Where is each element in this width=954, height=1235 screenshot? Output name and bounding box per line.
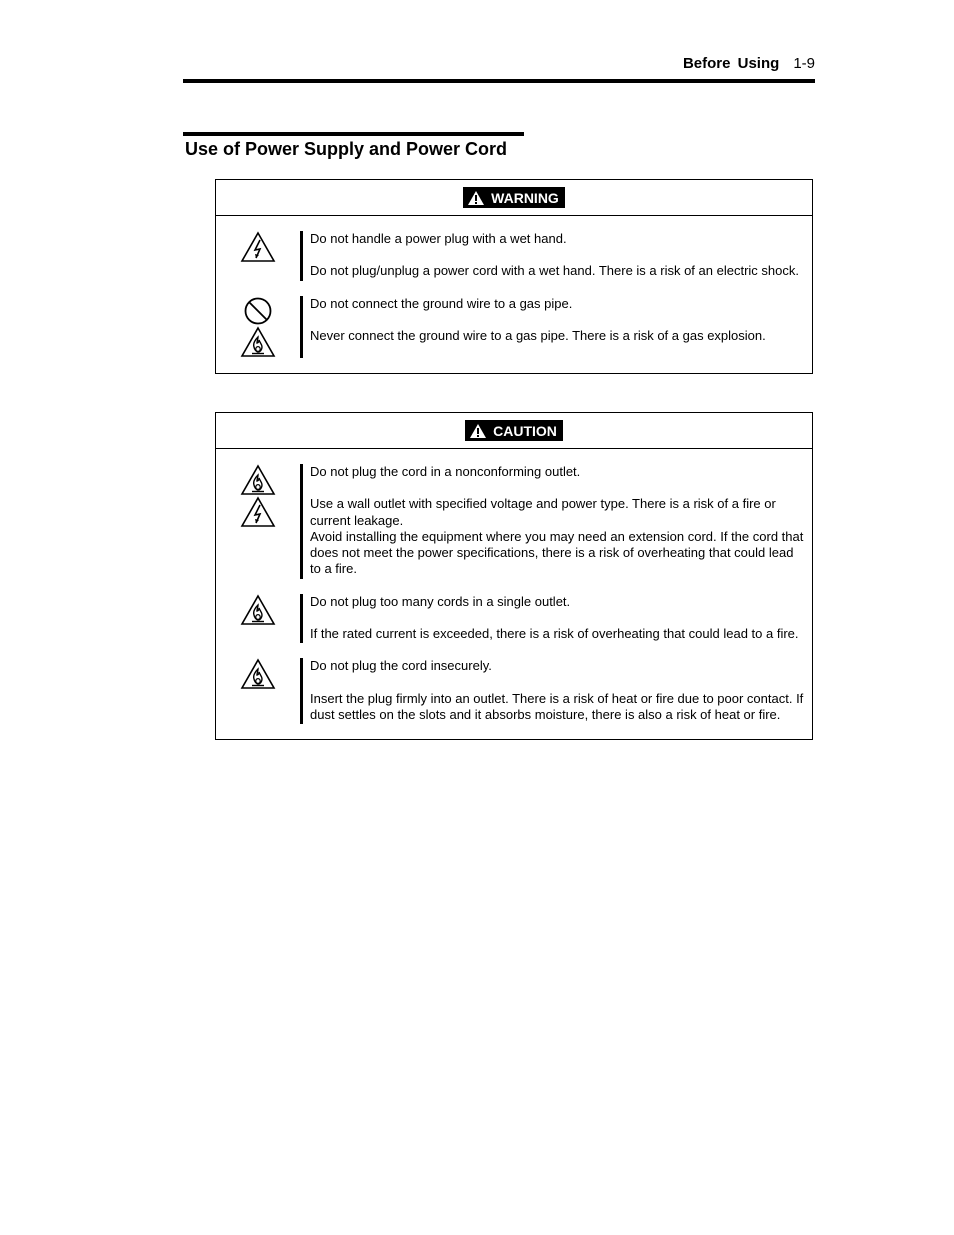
item-heading: Do not plug too many cords in a single outlet. <box>310 593 571 609</box>
prohibited-icon <box>243 296 273 326</box>
page-number: 1-9 <box>793 55 815 72</box>
caution-header <box>216 413 812 449</box>
fire-icon <box>240 658 276 690</box>
caution-item <box>216 658 812 724</box>
warning-item <box>216 296 812 358</box>
item-heading: Do not connect the ground wire to a gas pipe. <box>310 295 573 311</box>
page-header <box>183 55 815 75</box>
item-body: Never connect the ground wire to a gas pipe. There is a risk of a gas explosion. <box>310 327 766 343</box>
item-heading: Do not plug the cord in a nonconforming outlet. <box>310 464 581 479</box>
warning-label: WARNING <box>491 189 559 206</box>
warning-box <box>215 179 813 374</box>
item-heading: Do not handle a power plug with a wet hand. <box>310 231 567 246</box>
caution-label: CAUTION <box>493 422 557 439</box>
title-rule <box>183 132 524 136</box>
section-name: Before Using <box>682 55 780 72</box>
alert-triangle-icon <box>467 190 485 206</box>
fire-icon <box>240 464 276 496</box>
caution-badge <box>465 420 563 441</box>
fire-icon <box>240 594 276 626</box>
item-body: Avoid installing the equipment where you may need an extension cord. If the cord that does not meet the power specifications, there is a risk of overheating that could lead to a fire. <box>310 528 804 577</box>
alert-triangle-icon <box>469 423 487 439</box>
warning-header <box>216 180 812 216</box>
warning-badge <box>463 187 565 208</box>
item-body: If the rated current is exceeded, there is a risk of overheating that could lead to a fire. <box>310 626 799 642</box>
header-rule <box>183 79 815 83</box>
page-title: Use of Power Supply and Power Cord <box>185 139 508 159</box>
item-body: Insert the plug firmly into an outlet. There is a risk of heat or fire due to poor contact. If dust settles on the slots and it absorbs moisture, there is also a risk of heat or fire. <box>310 690 804 722</box>
item-body: Use a wall outlet with specified voltage and power type. There is a risk of a fire or current leakage. <box>310 496 776 528</box>
item-heading: Do not plug the cord insecurely. <box>310 658 492 674</box>
item-body: Do not plug/unplug a power cord with a wet hand. There is a risk of an electric shock. <box>310 263 799 279</box>
caution-item <box>216 464 812 579</box>
caution-box <box>215 412 813 740</box>
caution-item <box>216 594 812 644</box>
electric-shock-icon <box>240 231 276 263</box>
fire-icon <box>240 326 276 358</box>
electric-shock-icon <box>240 496 276 528</box>
warning-item <box>216 231 812 281</box>
